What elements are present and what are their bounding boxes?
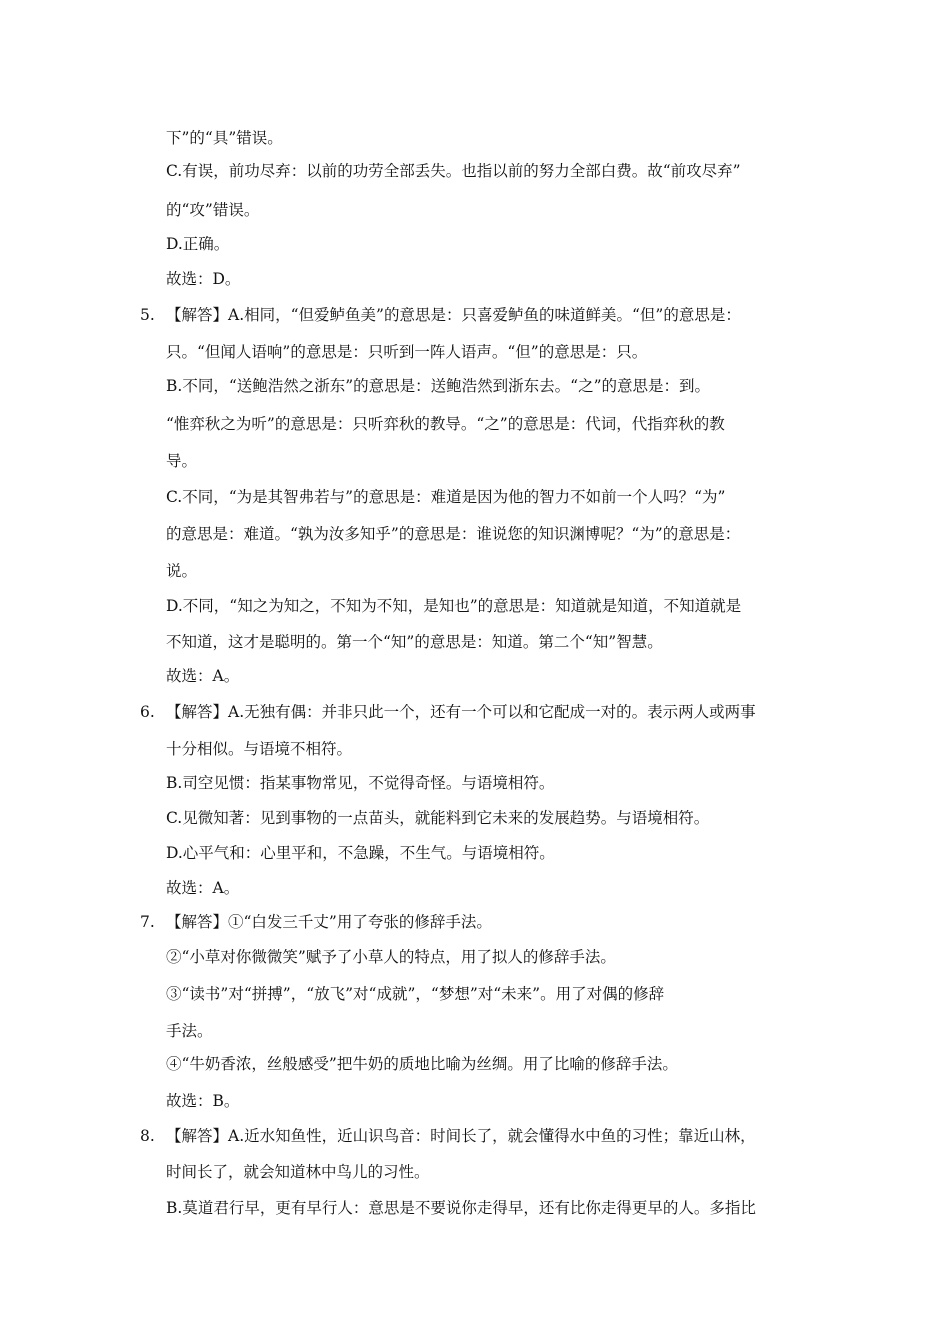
text-line: C.不同，“为是其智弗若与”的意思是：难道是因为他的智力不如前一个人吗？“为” (166, 488, 726, 506)
text-line: 只。“但闻人语响”的意思是：只听到一阵人语声。“但”的意思是：只。 (166, 343, 648, 361)
text-line: ②“小草对你微微笑”赋予了小草人的特点，用了拟人的修辞手法。 (166, 948, 616, 966)
text-line: ③“读书”对“拼搏”，“放飞”对“成就”，“梦想”对“未来”。用了对偶的修辞 (166, 985, 665, 1003)
text-line: 不知道，这才是聪明的。第一个“知”的意思是：知道。第二个“知”智慧。 (166, 633, 663, 651)
text-line: B.司空见惯：指某事物常见，不觉得奇怪。与语境相符。 (166, 774, 555, 792)
text-line: 说。 (166, 562, 198, 580)
text-line: 导。 (166, 452, 198, 470)
text-line: 故选：D。 (166, 270, 241, 288)
question-number: 8. (140, 1127, 155, 1145)
text-line: “惟弈秋之为听”的意思是：只听弈秋的教导。“之”的意思是：代词，代指弈秋的教 (166, 415, 725, 433)
text-line: 故选：A。 (166, 667, 240, 685)
question-number: 7. (140, 913, 155, 931)
text-line: ④“牛奶香浓，丝般感受”把牛奶的质地比喻为丝绸。用了比喻的修辞手法。 (166, 1055, 678, 1073)
question-number: 5. (140, 306, 155, 324)
text-line: 下”的“具”错误。 (166, 129, 283, 147)
text-line: C.有误，前功尽弃：以前的功劳全部丢失。也指以前的努力全部白费。故“前攻尽弃” (166, 162, 741, 180)
text-line: D.心平气和：心里平和，不急躁，不生气。与语境相符。 (166, 844, 555, 862)
question-number: 6. (140, 703, 155, 721)
text-line: C.见微知著：见到事物的一点苗头，就能料到它未来的发展趋势。与语境相符。 (166, 809, 710, 827)
text-line: 十分相似。与语境不相符。 (166, 740, 353, 758)
text-line: 手法。 (166, 1022, 213, 1040)
text-line: 时间长了，就会知道林中鸟儿的习性。 (166, 1163, 430, 1181)
text-line: B.莫道君行早，更有早行人：意思是不要说你走得早，还有比你走得更早的人。多指比 (166, 1199, 756, 1217)
text-line: B.不同，“送鲍浩然之浙东”的意思是：送鲍浩然到浙东去。“之”的意思是：到。 (166, 377, 711, 395)
text-line: 【解答】A.相同，“但爱鲈鱼美”的意思是：只喜爱鲈鱼的味道鲜美。“但”的意思是： (166, 306, 741, 324)
text-line: 【解答】A.近水知鱼性，近山识鸟音：时间长了，就会懂得水中鱼的习性；靠近山林， (166, 1127, 756, 1145)
text-line: 故选：B。 (166, 1092, 240, 1110)
text-line: D.正确。 (166, 235, 230, 253)
text-line: D.不同，“知之为知之，不知为不知，是知也”的意思是：知道就是知道，不知道就是 (166, 597, 742, 615)
text-line: 【解答】①“白发三千丈”用了夸张的修辞手法。 (166, 913, 492, 931)
text-line: 的“攻”错误。 (166, 201, 260, 219)
text-line: 故选：A。 (166, 879, 240, 897)
text-line: 的意思是：难道。“孰为汝多知乎”的意思是：谁说您的知识渊博呢？“为”的意思是： (166, 525, 741, 543)
text-line: 【解答】A.无独有偶：并非只此一个，还有一个可以和它配成一对的。表示两人或两事 (166, 703, 756, 721)
